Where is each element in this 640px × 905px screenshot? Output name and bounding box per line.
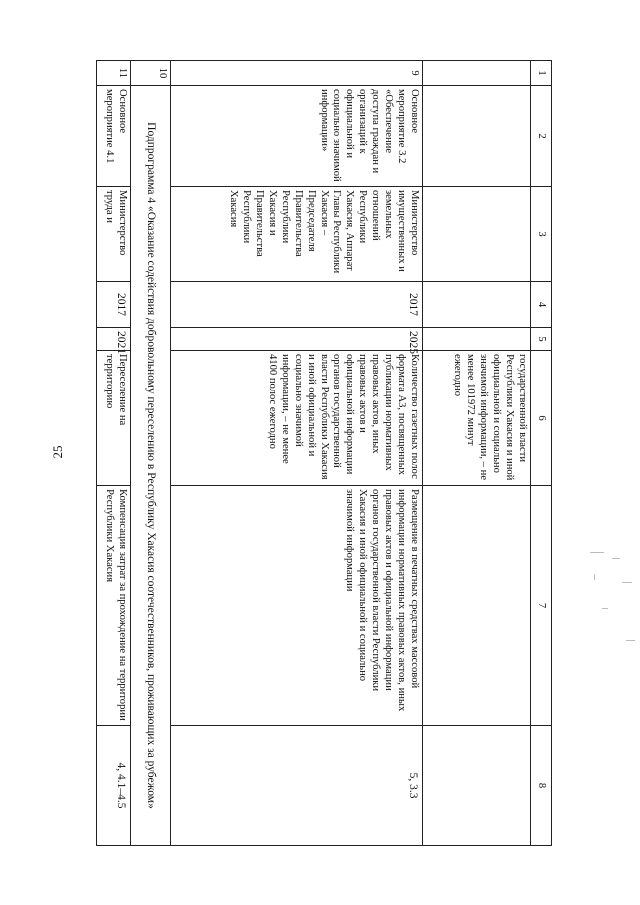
- indicator-link: 4, 4.1–4.5: [97, 726, 131, 846]
- end-year: 2021: [97, 328, 131, 351]
- header-col-3: 3: [531, 187, 552, 282]
- table-row-9: [171, 61, 423, 846]
- cell: [423, 726, 531, 846]
- header-col-1: 1: [531, 61, 552, 86]
- cell: [423, 86, 531, 187]
- cell: [423, 61, 531, 86]
- measure-description: Компенсация затрат за прохождение на территории Республики Хакасия: [97, 486, 131, 726]
- responsible-executor: Министерство имущественных и земельных отношений Республики Хакасия, Аппарат Главы Республики Хакасия – Председателя Правительства Республики Хакасия и Правительства Республики Хакасия: [171, 187, 423, 282]
- page-number: 25: [50, 445, 65, 459]
- header-col-7: 7: [531, 486, 552, 726]
- measure-name: Основное мероприятие 3.2 «Обеспечение доступа граждан и организаций к официальной и социально значимой информации»: [171, 86, 423, 187]
- continuation-indicator-text: государственной власти Республики Хакасия и иной официальной и социально значимой информации, – не менее 101972 минут ежегодно: [423, 351, 531, 486]
- cell: [423, 328, 531, 351]
- measure-description: Размещение в печатных средствах массовой информации нормативных правовых актов, иных правовых актов и официальной информации органов государственной власти Республики Хакасия и иной официальной и социально значимой информации: [171, 486, 423, 726]
- expected-result: Количество газетных полос формата А3, посвященных публикации нормативных правовых актов, иных правовых актов и официальной информации органов государственной власти Республики Хакасия и иной официальной и социально значимой информации, – не менее 4100 полос ежегодно: [171, 351, 423, 486]
- indicator-link: 5, 3.3: [171, 726, 423, 846]
- responsible-executor: Министерство труда и: [97, 187, 131, 282]
- subprogram-title: Подпрограмма 4 «Оказание содействия добровольному переселению в Республику Хакасия соотечественников, проживающих за рубежом»: [131, 86, 171, 846]
- expected-result: Переселение на территорию: [97, 351, 131, 486]
- table-row-continuation: [423, 61, 531, 846]
- scan-artifacts: [582, 548, 640, 658]
- header-col-4: 4: [531, 282, 552, 328]
- header-col-8: 8: [531, 726, 552, 846]
- start-year: 2017: [171, 282, 423, 328]
- rotated-table-wrapper: [100, 60, 552, 845]
- cell: [423, 282, 531, 328]
- start-year: 2017: [97, 282, 131, 328]
- table-row-11: [97, 61, 131, 846]
- cell: [423, 187, 531, 282]
- header-col-5: 5: [531, 328, 552, 351]
- cell: [423, 486, 531, 726]
- header-col-6: 6: [531, 351, 552, 486]
- row-number: 9: [171, 61, 423, 86]
- measure-name: Основное мероприятие 4.1: [97, 86, 131, 187]
- program-measures-table: [96, 60, 552, 846]
- header-row: [531, 61, 552, 846]
- row-number: 11: [97, 61, 131, 86]
- header-col-2: 2: [531, 86, 552, 187]
- table-row-10: [131, 61, 171, 846]
- end-year: 2025: [171, 328, 423, 351]
- row-number: 10: [131, 61, 171, 86]
